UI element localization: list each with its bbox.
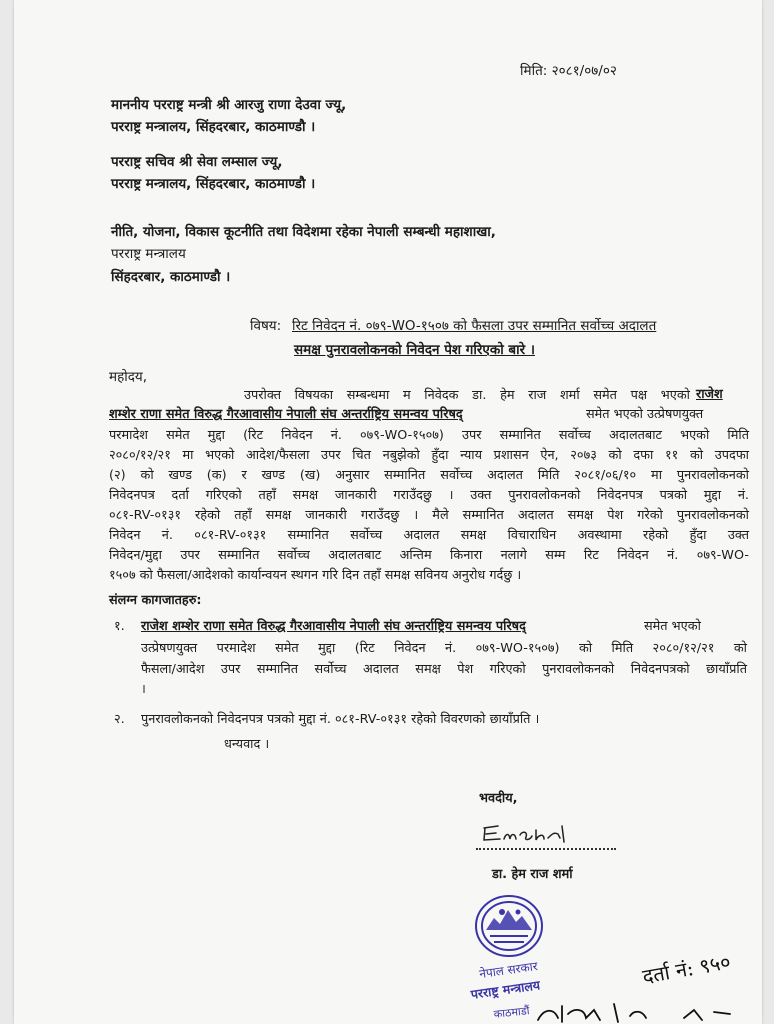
letter-page — [14, 0, 762, 1024]
signature-line — [476, 848, 616, 850]
thanks: धन्यवाद । — [224, 737, 270, 752]
signer-name: डा. हेम राज शर्मा — [492, 867, 573, 882]
recipient-1-name: माननीय परराष्ट्र मन्त्री श्री आरजु राणा देउवा ज्यू, — [111, 97, 347, 113]
body-line-4: २०८०/१२/२१ मा भएको आदेश/फैसला उपर चित नबुझेको हुँदा न्याय प्रशासन ऐन, २०७३ को दफा ११ को उपदफा — [109, 448, 749, 463]
subject-line-1: रिट निवेदन नं. ०७९-WO-१५०७ को फैसला उपर सम्मानित सर्वोच्च अदालत — [292, 318, 657, 334]
body-line-3: परमादेश समेत मुद्दा (रिट निवेदन नं. ०७९-WO-१५०७) उपर सम्मानित सर्वोच्च अदालतबाट भएको मिति — [109, 428, 749, 443]
attachment-2-text: पुनरावलोकनको निवेदनपत्र पत्रको मुद्दा नं. ०८१-RV-०१३१ रहेको विवरणको छायाँप्रति । — [141, 712, 540, 727]
signature-image — [478, 820, 588, 846]
handwritten-registration-note: दर्ता नं: ९५० — [640, 949, 733, 989]
stamp-middle-text: परराष्ट्र मन्त्रालय — [469, 977, 541, 1002]
body-highlight-case: शम्शेर राणा समेत विरुद्ध गैरआवासीय नेपाली संघ अन्तर्राष्ट्रिय समन्वय परिषद् — [109, 407, 463, 422]
attachment-1-line-4: । — [141, 682, 146, 697]
attachments-heading: संलग्न कागजातहरु: — [109, 593, 202, 608]
attachment-2-number: २. — [114, 712, 125, 727]
recipient-2-name: परराष्ट्र सचिव श्री सेवा लम्साल ज्यू, — [111, 154, 283, 170]
handwriting-scribble — [534, 1000, 744, 1024]
division-ministry: परराष्ट्र मन्त्रालय — [111, 246, 186, 262]
recipient-2-address: परराष्ट्र मन्त्रालय, सिंहदरबार, काठमाण्डौ । — [111, 176, 316, 192]
attachment-1-line-1b: समेत भएको — [644, 619, 701, 634]
salutation: महोदय, — [109, 369, 148, 385]
stamp-bottom-text: काठमाडौं — [493, 1004, 531, 1021]
body-line-5: (२) को खण्ड (क) र खण्ड (ख) अनुसार सम्मानित सर्वोच्च अदालत मिति २०८१/०६/१० मा पुनरावलोकनको — [109, 468, 749, 483]
body-highlight-name: राजेश — [696, 387, 723, 402]
division-address: सिंहदरबार, काठमाण्डौ । — [111, 269, 231, 285]
body-line-8: निवेदन नं. ०८१-RV-०१३१ सम्मानित सर्वोच्च अदालत समक्ष विचाराधिन अवस्थामा रहेको हुँदा उक्त — [109, 528, 749, 543]
body-line-7: ०८१-RV-०१३१ रहेको तहाँ समक्ष जानकारी गराउँदछु । मैले सम्मानित अदालत समक्ष पेश गरेको पुनरावलोकनको — [109, 508, 749, 523]
attachment-1-case: राजेश शम्शेर राणा समेत विरुद्ध गैरआवासीय नेपाली संघ अन्तर्राष्ट्रिय समन्वय परिषद् — [141, 619, 526, 634]
attachment-1-line-3: फैसला/आदेश उपर सम्मानित सर्वोच्च अदालत समक्ष पेश गरिएको पुनरावलोकनको निवेदनपत्रको छायाँप्रति — [141, 662, 747, 677]
attachment-1-line-2: उत्प्रेषणयुक्त परमादेश समेत मुद्दा (रिट निवेदन नं. ०७९-WO-१५०७) को मिति २०८०/१२/२१ को — [141, 641, 747, 656]
body-line-10: १५०७ को फैसला/आदेशको कार्यान्वयन स्थगन गरि दिन तहाँ समक्ष सविनय अनुरोध गर्दछु । — [109, 568, 522, 583]
division-name: नीति, योजना, विकास कूटनीति तथा विदेशमा रहेका नेपाली सम्बन्धी महाशाखा, — [111, 224, 496, 240]
stamp-top-text: नेपाल सरकार — [478, 959, 539, 982]
recipient-1-address: परराष्ट्र मन्त्रालय, सिंहदरबार, काठमाण्डौ । — [111, 119, 316, 135]
body-line-6: निवेदनपत्र दर्ता गरिएको तहाँ समक्ष जानकारी गराउँदछु । उक्त पुनरावलोकनको निवेदनपत्र पत्रको मुद्दा नं. — [109, 488, 749, 503]
subject-line-2: समक्ष पुनरावलोकनको निवेदन पेश गरिएको बारे । — [294, 342, 535, 358]
letter-date: मिति: २०८१/०७/०२ — [520, 63, 617, 79]
body-line-1a: उपरोक्त विषयका सम्बन्धमा म निवेदक डा. हेम राज शर्मा समेत पक्ष भएको — [244, 388, 690, 403]
body-line-2b: समेत भएको उत्प्रेषणयुक्त — [586, 407, 704, 422]
attachment-1-number: १. — [114, 619, 125, 634]
subject-prefix: विषय: — [250, 318, 282, 334]
body-line-9: निवेदन/मुद्दा उपर सम्मानित सर्वोच्च अदालतबाट अन्तिम किनारा नलागे सम्म रिट निवेदन नं. ०७९-WO- — [109, 548, 749, 563]
closing: भवदीय, — [479, 791, 518, 806]
